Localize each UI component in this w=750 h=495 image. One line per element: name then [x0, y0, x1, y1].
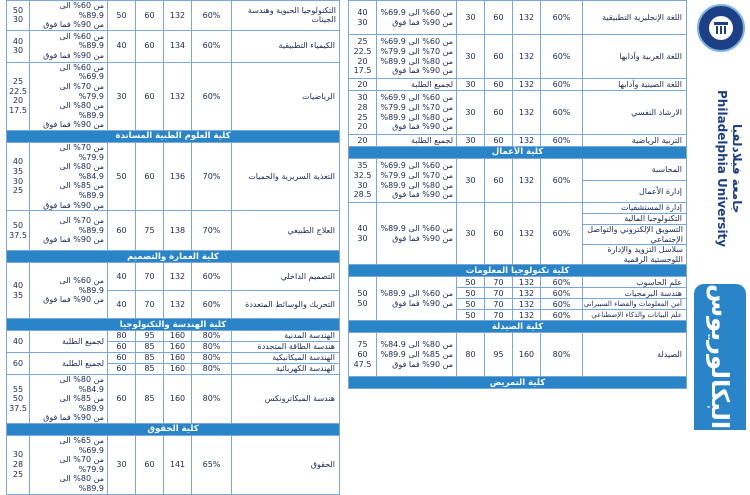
min-cell: 80%: [192, 331, 232, 342]
min-cell: 80%: [192, 375, 232, 424]
spec-cell: التصميم الداخلي: [232, 263, 340, 291]
cost-cell: 60: [136, 1, 164, 31]
fee-cell: 30: [457, 1, 485, 35]
spec-cell: الهندسة الكهربائية: [232, 364, 340, 375]
cost-cell: 95: [485, 333, 513, 377]
left-programs-table: [6, 0, 340, 495]
fee-cell: 30: [457, 35, 485, 79]
fee-cell: 30: [457, 203, 485, 265]
fee-cell: 30: [108, 62, 136, 130]
fee-cell: 50: [457, 277, 485, 288]
spec-cell: العلاج الطبيعي: [232, 211, 340, 251]
credits-cell: 132: [513, 35, 541, 79]
right-programs-table: [348, 0, 687, 389]
spec-cell: التسويق الإلكتروني والتواصل الإجتماعي: [583, 225, 687, 245]
table-row: [349, 35, 687, 79]
conditions-cell: من 70% الى 89.9% من 90% فما فوق: [30, 211, 108, 251]
spec-cell: التغذية السريرية والحميات: [232, 142, 340, 210]
university-logo: [697, 4, 745, 52]
credits-cell: 132: [513, 1, 541, 35]
table-row: [7, 353, 340, 364]
spec-cell: علم الحاسوب: [583, 277, 687, 288]
fee-cell: 50: [457, 299, 485, 310]
conditions-cell: من 60% الى 69.9% من 70% الى 79.9% من 80% الى 89.9% من 90% فما فوق: [377, 35, 457, 79]
credits-cell: 132: [513, 277, 541, 288]
min-cell: 60%: [192, 291, 232, 319]
cost-cell: 70: [485, 277, 513, 288]
discount-cell: 30 28 25: [7, 436, 30, 495]
discount-cell: 40: [7, 331, 30, 353]
table-row: [7, 331, 340, 342]
min-cell: 60%: [541, 1, 583, 35]
spec-cell: الرياضيات: [232, 62, 340, 130]
min-cell: 60%: [541, 277, 583, 288]
discount-cell: 50 30: [7, 1, 30, 31]
spec-cell: الكيمياء التطبيقية: [232, 30, 340, 62]
table-row: [7, 142, 340, 210]
conditions-cell: من 80% الى 84.9% من 85% الى 89.9% من 90% فما فوق: [30, 375, 108, 424]
spec-cell: الارشاد النفسي: [583, 91, 687, 135]
fee-cell: 60: [108, 342, 136, 353]
fee-cell: 30: [457, 79, 485, 91]
min-cell: 65%: [192, 436, 232, 495]
conditions-cell: من 60% الى 89.9% من 90% فما فوق: [30, 1, 108, 31]
cost-cell: 70: [136, 291, 164, 319]
credits-cell: 136: [164, 142, 192, 210]
table-row: [349, 1, 687, 35]
spec-cell: الحقوق: [232, 436, 340, 495]
spec-cell: المحاسبة: [583, 159, 687, 181]
min-cell: 60%: [541, 79, 583, 91]
fee-cell: 60: [108, 211, 136, 251]
discount-cell: 20: [349, 135, 377, 147]
min-cell: 80%: [192, 364, 232, 375]
table-row: [7, 1, 340, 31]
fee-cell: 50: [457, 288, 485, 299]
conditions-cell: من 65% الى 69.9% من 70% الى 79.9% من 80% الى 89.9%: [30, 436, 108, 495]
table-row: [349, 135, 687, 147]
conditions-cell: من 60% الى 89.9% من 90% فما فوق: [30, 263, 108, 319]
credits-cell: 132: [164, 291, 192, 319]
min-cell: 60%: [192, 1, 232, 31]
cost-cell: 60: [136, 30, 164, 62]
cost-cell: 60: [485, 135, 513, 147]
spec-cell: الصيدلة: [583, 333, 687, 377]
cost-cell: 60: [485, 35, 513, 79]
table-row: [349, 79, 687, 91]
conditions-cell: من 60% الى 69.9% من 90% فما فوق: [377, 1, 457, 35]
spec-cell: علم البيانات والذكاء الإصطناعي: [583, 310, 687, 321]
discount-cell: 40 30: [349, 1, 377, 35]
section-header: [7, 319, 340, 331]
credits-cell: 132: [513, 91, 541, 135]
spec-cell: اللغة العربية وآدابها: [583, 35, 687, 79]
min-cell: 60%: [192, 30, 232, 62]
faculty-title: كلية العمارة والتصميم: [7, 251, 340, 263]
credits-cell: 132: [513, 310, 541, 321]
table-row: [349, 333, 687, 377]
credits-cell: 132: [164, 1, 192, 31]
cost-cell: 70: [136, 263, 164, 291]
spec-cell: هندسة الطاقة المتجددة: [232, 342, 340, 353]
min-cell: 60%: [541, 35, 583, 79]
discount-cell: 50 50: [349, 277, 377, 321]
credits-cell: 160: [164, 342, 192, 353]
credits-cell: 132: [164, 263, 192, 291]
discount-cell: 30 28 25 20: [349, 91, 377, 135]
min-cell: 60%: [192, 62, 232, 130]
min-cell: 80%: [192, 353, 232, 364]
spec-cell: اللغة الصينية وآدابها: [583, 79, 687, 91]
spec-cell: هندسة الميكاترونكس: [232, 375, 340, 424]
cost-cell: 60: [485, 91, 513, 135]
fee-cell: 60: [108, 353, 136, 364]
min-cell: 70%: [192, 211, 232, 251]
section-header: [349, 377, 687, 389]
spec-cell: التكنولوجيا المالية: [583, 214, 687, 225]
spec-cell: التكنولوجيا الحيوية وهندسة الجينات: [232, 1, 340, 31]
discount-cell: 40 30: [7, 30, 30, 62]
spec-cell: هندسة البرمجيات: [583, 288, 687, 299]
credits-cell: 132: [513, 159, 541, 203]
table-row: [7, 30, 340, 62]
credits-cell: 132: [513, 288, 541, 299]
spec-cell: أمن المعلومات والفضاء السيبراني: [583, 299, 687, 310]
discount-cell: 60: [7, 353, 30, 375]
university-name-en: Philadelphia University: [715, 90, 729, 248]
credits-cell: 132: [513, 135, 541, 147]
fee-cell: 50: [108, 1, 136, 31]
discount-cell: 25 22.5 20 17.5: [349, 35, 377, 79]
faculty-title: كلية الهندسة والتكنولوجيا: [7, 319, 340, 331]
min-cell: 60%: [541, 159, 583, 203]
min-cell: 60%: [192, 263, 232, 291]
min-cell: 60%: [541, 135, 583, 147]
cost-cell: 60: [485, 203, 513, 265]
section-header: [349, 265, 687, 277]
credits-cell: 160: [513, 333, 541, 377]
discount-cell: 40 30: [349, 203, 377, 265]
spec-cell: اللغة الإنجليزية التطبيقية: [583, 1, 687, 35]
min-cell: 60%: [541, 203, 583, 265]
cost-cell: 60: [485, 159, 513, 203]
credits-cell: 134: [164, 30, 192, 62]
min-cell: 60%: [541, 288, 583, 299]
spec-cell: إدارة الأعمال: [583, 181, 687, 203]
discount-cell: 55 50 37.5: [7, 375, 30, 424]
section-header: [349, 147, 687, 159]
table-row: [7, 211, 340, 251]
cost-cell: 75: [136, 211, 164, 251]
conditions-cell: لجميع الطلبة: [30, 353, 108, 375]
conditions-cell: من 60% الى 89.9% من 90% فما فوق: [30, 30, 108, 62]
cost-cell: 60: [485, 1, 513, 35]
credits-cell: 138: [164, 211, 192, 251]
credits-cell: 132: [513, 203, 541, 265]
fee-cell: 30: [457, 91, 485, 135]
faculty-title: كلية التمريض: [349, 377, 687, 389]
conditions-cell: من 60% الى 89.9% من 90% فما فوق: [377, 203, 457, 265]
credits-cell: 132: [513, 79, 541, 91]
credits-cell: 132: [164, 62, 192, 130]
discount-cell: 25 22.5 20 17.5: [7, 62, 30, 130]
fee-cell: 50: [457, 310, 485, 321]
fee-cell: 60: [108, 375, 136, 424]
spec-cell: سلاسل التزويد والإدارة اللوجستية الرقمية: [583, 245, 687, 265]
faculty-title: كلية العلوم الطبية المساندة: [7, 130, 340, 142]
spec-cell: إدارة المستشفيات: [583, 203, 687, 214]
faculty-title: كلية تكنولوجيا المعلومات: [349, 265, 687, 277]
degree-banner: البكالوريوس: [694, 284, 746, 430]
credits-cell: 132: [513, 299, 541, 310]
discount-cell: 75 60 47.5: [349, 333, 377, 377]
university-name-ar: جامعة فيلادلفيا: [730, 124, 744, 214]
table-row: [349, 91, 687, 135]
discount-cell: 40 35: [7, 263, 30, 319]
conditions-cell: لجميع الطلبة: [377, 135, 457, 147]
section-header: [349, 321, 687, 333]
spec-cell: التربية الرياضية: [583, 135, 687, 147]
cost-cell: 60: [485, 79, 513, 91]
discount-cell: 40 35 30 25: [7, 142, 30, 210]
min-cell: 80%: [541, 333, 583, 377]
credits-cell: 160: [164, 364, 192, 375]
section-header: [7, 251, 340, 263]
discount-cell: 20: [349, 79, 377, 91]
min-cell: 80%: [192, 342, 232, 353]
conditions-cell: من 60% الى 69.9% من 70% الى 79.9% من 80% الى 89.9% من 90% فما فوق: [377, 159, 457, 203]
conditions-cell: لجميع الطلبة: [30, 331, 108, 353]
table-row: [7, 436, 340, 495]
fee-cell: 40: [108, 291, 136, 319]
min-cell: 60%: [541, 310, 583, 321]
table-row: [349, 203, 687, 214]
section-header: [7, 130, 340, 142]
conditions-cell: من 60% الى 69.9% من 70% الى 79.9% من 80% الى 89.9% من 90% فما فوق: [377, 91, 457, 135]
university-name: [698, 64, 744, 274]
fee-cell: 40: [108, 263, 136, 291]
cost-cell: 85: [136, 342, 164, 353]
fee-cell: 50: [108, 142, 136, 210]
cost-cell: 85: [136, 353, 164, 364]
fee-cell: 80: [457, 333, 485, 377]
spec-cell: الهندسة الميكانيكية: [232, 353, 340, 364]
cost-cell: 85: [136, 364, 164, 375]
conditions-cell: من 80% الى 84.9% من 85% الى 89.9% من 90% فما فوق: [377, 333, 457, 377]
fee-cell: 30: [108, 436, 136, 495]
cost-cell: 70: [485, 310, 513, 321]
cost-cell: 70: [485, 288, 513, 299]
min-cell: 70%: [192, 142, 232, 210]
conditions-cell: من 60% الى 69.9% من 70% الى 79.9% من 80% الى 89.9% من 90% فما فوق: [30, 62, 108, 130]
conditions-cell: لجميع الطلبة: [377, 79, 457, 91]
spec-cell: التحريك والوسائط المتعددة: [232, 291, 340, 319]
spec-cell: الهندسة المدنية: [232, 331, 340, 342]
min-cell: 60%: [541, 91, 583, 135]
section-header: [7, 424, 340, 436]
credits-cell: 160: [164, 353, 192, 364]
table-row: [7, 375, 340, 424]
table-row: [349, 159, 687, 181]
conditions-cell: من 70% الى 79.9% من 80% الى 84.9% من 85% الى 89.9% من 90% فما فوق: [30, 142, 108, 210]
conditions-cell: من 60% الى 89.9% من 90% فما فوق: [377, 277, 457, 321]
fee-cell: 30: [457, 159, 485, 203]
table-row: [7, 263, 340, 291]
faculty-title: كلية الأعمال: [349, 147, 687, 159]
fee-cell: 60: [108, 364, 136, 375]
faculty-title: كلية الصيدلة: [349, 321, 687, 333]
discount-cell: 35 32.5 30 28.5: [349, 159, 377, 203]
credits-cell: 141: [164, 436, 192, 495]
cost-cell: 60: [136, 142, 164, 210]
table-row: [7, 62, 340, 130]
cost-cell: 70: [485, 299, 513, 310]
fee-cell: 80: [108, 331, 136, 342]
fee-cell: 30: [457, 135, 485, 147]
fee-cell: 40: [108, 30, 136, 62]
table-row: [349, 277, 687, 288]
faculty-title: كلية الحقوق: [7, 424, 340, 436]
min-cell: 60%: [541, 299, 583, 310]
credits-cell: 160: [164, 331, 192, 342]
credits-cell: 160: [164, 375, 192, 424]
cost-cell: 60: [136, 436, 164, 495]
cost-cell: 60: [136, 62, 164, 130]
cost-cell: 95: [136, 331, 164, 342]
discount-cell: 50 37.5: [7, 211, 30, 251]
cost-cell: 85: [136, 375, 164, 424]
